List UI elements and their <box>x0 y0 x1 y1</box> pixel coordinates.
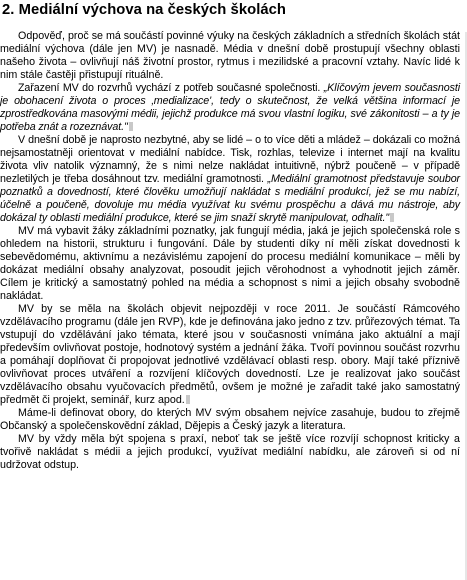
paragraph-text: Odpověď, proč se má součástí povinné výuky na českých základních a středních školách stát mediální výchova (dále jen MV) je nasnadě. Média v dnešní době prostupují všechny oblasti našeho života – ovlivňují náš životní prostor, rytmus i mezilidské a pracovní vztahy. Navíc lidé k nim stále častěji přistupují rituálně. <box>0 30 461 81</box>
paragraph-subjects <box>0 407 460 433</box>
footnote-marker <box>186 395 190 404</box>
paragraph-text: MV má vybavit žáky základními poznatky, jak fungují média, jaká je jejich společenská role s ohledem na historii, strukturu i fungování. Dále by studenti díky ní měli získat dovednosti k sebevědomému, aktivnímu a nezávislému zapojení do procesu mediální komunikace – měli by dokázat mediální obsahy analyzovat, posoudit jejich věrohodnost a vyhodnotit jejich záměr. Cílem je kritický a samostatný pohled na média a schopnost s nimi a jejich obsahy svobodně nakládat. <box>0 225 460 302</box>
paragraph-text: Zařazení MV do rozvrhů vychází z potřeb současné společnosti. <box>18 82 324 94</box>
paragraph-media-literacy <box>0 134 460 225</box>
paragraph-text: Máme-li definovat obory, do kterých MV svým obsahem nejvíce zasahuje, budou to zřejmě Občanský a společenskovědní základ, Dějepis a Český jazyk a literatura. <box>0 407 460 432</box>
footnote-marker <box>390 213 394 222</box>
paragraph-text: V dnešní době je naprosto nezbytné, aby se lidé – o to více děti a mládež – dokázali co možná nejsamostatněji orientovat v mediální nabídce. Tisk, rozhlas, televize i internet mají na kvalitu života vliv natolik významný, že s nimi nelze nakládat intuitivně, nýbrž poučeně – v případě nezletilých je třeba dosáhnout tzv. mediální gramotnosti. <box>0 134 460 185</box>
paragraph-text: MV by vždy měla být spojena s praxí, neboť tak se ještě více rozvíjí schopnost kriticky a tvořivě nakládat s médii a jejich produkcí, využívat mediální nabídku, ale zároveň si od ní udržovat odstup. <box>0 433 460 471</box>
paragraph-practice <box>0 433 460 472</box>
paragraph-mediatization <box>0 82 460 134</box>
paragraph-text: MV by se měla na školách objevit nejpozději v roce 2011. Je součástí Rámcového vzdělávacího programu (dále jen RVP), kde je definována jako jedno z tzv. průřezových témat. Ta vstupují do vzdělávání jako témata, které jsou v současnosti vnímána jako aktuální a mají především ovlivňovat postoje, hodnotový systém a jednání žáka. Tvoří povinnou součást rozvrhu a pomáhají doplňovat či propojovat jednotlivé vzdělávací oblasti resp. obory. Mají také příznivě ovlivňovat proces utváření a rozvíjení klíčových dovedností. Lze je realizovat jako součást vzdělávacího obsahu vyučovacích předmětů, ovšem je možné je zařadit také jako samostatný předmět či projekt, seminář, kurz apod. <box>0 303 460 406</box>
paragraph-quote: „Mediální gramotnost představuje soubor poznatků a dovedností, které člověku umožňují nakládat s mediální produkcí, jež se mu nabízí, účelně a poučeně, dovoluje mu média využívat ku svému prospěchu a dává mu nástroje, aby dokázal ty oblasti mediální produkce, které se jim snaží skrytě manipulovat, odhalit." <box>0 173 460 224</box>
footnote-marker <box>129 122 133 131</box>
paragraph-goals <box>0 225 460 303</box>
paragraph-rvp <box>0 303 460 407</box>
section-body <box>0 30 460 472</box>
paragraph-media-everyday-life <box>0 30 460 82</box>
paragraph-quote: „Klíčovým jevem současnosti je obohacení života o proces ‚medializace', tedy o skutečnost, že velká většina informací je zprostředkována masovými médii, jejichž produkce má svou vlastní logiku, své zákonitosti – a ty je potřeba znát a rozeznávat." <box>0 82 460 133</box>
section-heading: 2. Mediální výchova na českých školách <box>2 2 287 18</box>
